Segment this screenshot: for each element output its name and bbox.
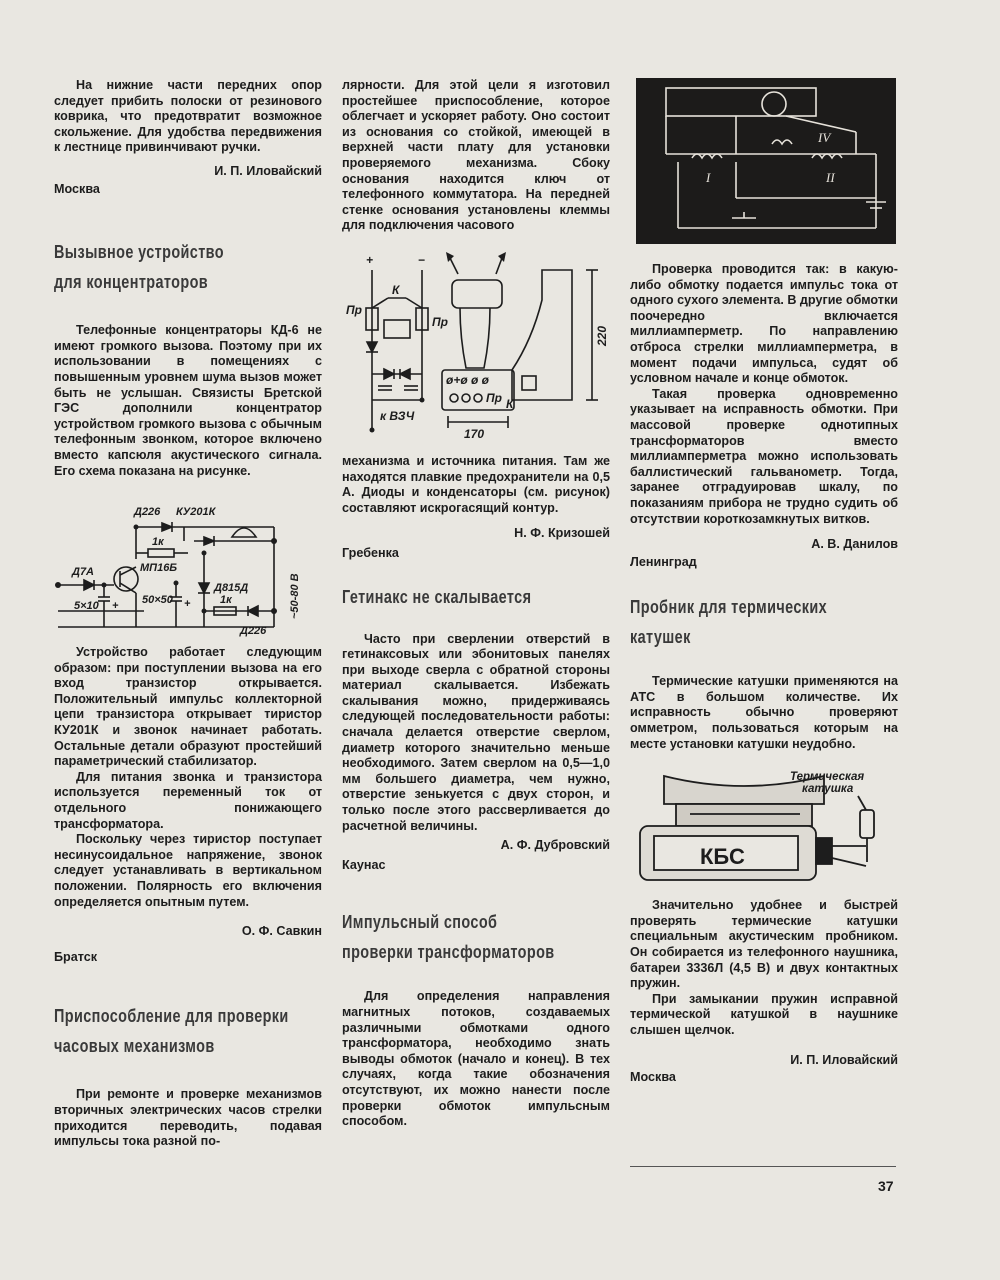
label-r1k-top: 1к — [152, 536, 164, 549]
paragraph: Для питания звонка и транзистора используется переменный ток от отдельного понижающего трансформатора. — [54, 769, 322, 831]
label-mp16b: МП16Б — [140, 562, 178, 575]
paragraph: При замыкании пружин исправной термической катушкой в наушнике слышен щелчок. — [630, 991, 898, 1037]
heading-line: Приспособление для проверки — [54, 1005, 289, 1027]
label-plus: + — [366, 252, 374, 267]
label-minus: − — [418, 252, 426, 267]
clock-test-jig-figure — [342, 250, 610, 440]
label-thermal-coil-line2: катушка — [802, 783, 854, 796]
label-k: К — [392, 282, 400, 297]
paragraph: На нижние части передних опор следует прибить полоски от резинового коврика, что предотвратит возможное скольжение. Для удобства передвижения к лестнице привинчивают ручки. — [54, 78, 322, 155]
label-c5x10: 5×10 — [74, 600, 99, 613]
author-city: Братск — [54, 949, 98, 964]
bottom-rule — [630, 1166, 896, 1167]
label-c50x50: 50×50 — [142, 594, 173, 607]
transformer-test-figure — [636, 78, 896, 244]
label-d226-top: Д226 — [134, 506, 161, 519]
paragraph: Для определения направления магнитных потоков, создаваемых различными обмотками одного трансформатора, необходимо знать выводы обмоток (начало и конец). В тех случаях, когда такие обозначения отсутствуют, их можно нанести после проверки обмоток импульсным способом. — [342, 989, 610, 1129]
heading-line: часовых механизмов — [54, 1035, 215, 1057]
author-city: Гребенка — [342, 545, 399, 560]
article-heading — [54, 1001, 289, 1061]
author-city: Москва — [630, 1070, 676, 1085]
author-city: Ленинград — [630, 554, 697, 569]
paragraph: лярности. Для этой цели я изготовил простейшее приспособление, которое облегчает и ускоряет работу. Оно состоит из основания со стойкой, имеющей в верхней части плату для установки проверяемого механизма. Сбоку основания находится ключ от телефонного коммутатора. На передней стенке основания установлены клеммы для подключения часового — [342, 78, 610, 233]
paragraph: При ремонте и проверке механизмов вторичных электрических часов стрелки приходится переводить, подавая импульсы тока разной по- — [54, 1087, 322, 1149]
author-signature: Н. Ф. Кризошей — [514, 526, 610, 541]
circuit-schematic — [54, 497, 322, 637]
article-heading — [54, 237, 263, 297]
thermal-coil-probe-figure — [630, 766, 898, 886]
author-signature: О. Ф. Савкин — [241, 924, 322, 939]
author-city: Каунас — [342, 857, 386, 872]
page-number: 37 — [878, 1178, 894, 1194]
paragraph: Телефонные концентраторы КД-6 не имеют громкого вызова. Поэтому при их использовании в помещениях с повышенным уровнем шума вызов может быть не услышан. Связисты Бретской ГЭС дополнили концентратор устройством громкого вызова с обычным телефонным звонком, которое включено вместо капсюля акустического сигнала. Его схема показана на рисунке. — [54, 323, 322, 478]
paragraph: Значительно удобнее и быстрей проверять термические катушки специальным акустическим пробником. Он собирается из телефонного наушника, батареи 3336Л (4,5 В) и двух контактных пружин. — [630, 898, 898, 991]
label-to-vzch: к ВЗЧ — [380, 408, 415, 423]
jig-drawing — [342, 250, 610, 440]
author-signature: И. П. Иловайский — [790, 1052, 898, 1067]
paragraph: Поскольку через тиристор поступает несинусоидальное напряжение, звонок следует устанавливать в вертикальном положении. Полярность его включения определяется опытным путем. — [54, 832, 322, 909]
label-pr-base: Пр — [486, 390, 502, 405]
label-d815d: Д815Д — [214, 582, 249, 595]
label-voltage: ~50-80 В — [289, 573, 301, 620]
article-heading — [630, 592, 839, 652]
heading-line: катушек — [630, 626, 691, 648]
label-terminals: ø+ø ø ø — [446, 372, 489, 387]
paragraph: Термические катушки применяются на АТС в большом количестве. Их исправность обычно проверяют омметром, пользоваться которым на месте установки катушки неудобно. — [630, 674, 898, 751]
label-dim-170: 170 — [464, 426, 485, 440]
paragraph: Проверка проводится так: в какую-либо обмотку подается импульс тока от одного сухого элемента. В другие обмотки поочередно включается миллиамперметр. По направлению отброса стрелки миллиамперметра, в момент подачи импульса, судят об условном начале и конце обмоток. — [630, 262, 898, 386]
author-city: Москва — [54, 181, 100, 196]
label-dim-220: 220 — [595, 325, 609, 346]
article-heading: Гетинакс не скалывается — [342, 585, 532, 607]
heading-line: Пробник для термических — [630, 596, 828, 618]
label-pr-left: Пр — [346, 302, 362, 317]
heading-line: Вызывное устройство — [54, 241, 224, 263]
label-battery: КБС — [700, 844, 745, 870]
label-d7a: Д7А — [72, 566, 95, 579]
label-thermal-coil-line1: Термическая — [790, 771, 865, 784]
label-winding-2: II — [826, 170, 835, 185]
paragraph: Часто при сверлении отверстий в гетинаксовых или эбонитовых панелях при выходе сверла с обратной стороны материал скалывается. Избежать скалывания можно, придерживаясь следующей последовательности работы: сначала делается отверстие сверлом, диаметр которого значительно меньше необходимого. Затем сверлом на 0,5—1,0 мм большего диаметра, чем нужно, отверстие зенькуется с двух сторон, и только после этого рассверливается до расчетной величины. — [342, 631, 610, 833]
article-heading — [342, 907, 555, 967]
heading-line: проверки трансформаторов — [342, 941, 555, 963]
heading-line: Импульсный способ — [342, 911, 498, 933]
heading-line: для концентраторов — [54, 271, 209, 293]
label-r1k-bottom: 1к — [220, 594, 232, 607]
author-signature: А. В. Данилов — [811, 537, 898, 552]
column-2 — [342, 78, 610, 1130]
label-d226-bottom: Д226 — [240, 625, 267, 638]
label-winding-1: I — [706, 170, 711, 185]
label-plus-2: + — [112, 600, 119, 613]
label-ku201k: КУ201К — [176, 506, 216, 519]
paragraph: Устройство работает следующим образом: при поступлении вызова на его вход транзистор открывается. Положительный импульс коллекторной цепи транзистора открывает тиристор КУ201К и звонок начинает работать. Остальные детали образуют простейший параметрический стабилизатор. — [54, 645, 322, 769]
paragraph: механизма и источника питания. Там же находятся плавкие предохранители на 0,5 А. Диоды и конденсаторы (см. рисунок) составляют искрогасящий контур. — [342, 453, 610, 515]
label-pr-right: Пр — [432, 314, 448, 329]
transformer-schematic — [636, 78, 896, 244]
author-signature: И. П. Иловайский — [214, 163, 322, 178]
paragraph: Такая проверка одновременно указывает на исправность обмотки. При массовой проверке однотипных трансформаторов вместо миллиамперметра можно использовать баллистический гальванометр. Тогда, заранее отградуировав шкалу, по показаниям прибора не трудно судить об отсутствии короткозамкнутых витков. — [630, 386, 898, 526]
column-3 — [630, 262, 898, 1086]
column-1 — [54, 78, 322, 1150]
ringer-circuit-figure — [54, 497, 322, 637]
label-plus-1: + — [184, 598, 191, 611]
label-k-base: К — [506, 396, 514, 411]
label-winding-4: IV — [818, 130, 831, 145]
author-signature: А. Ф. Дубровский — [500, 838, 610, 853]
probe-drawing — [630, 766, 898, 886]
